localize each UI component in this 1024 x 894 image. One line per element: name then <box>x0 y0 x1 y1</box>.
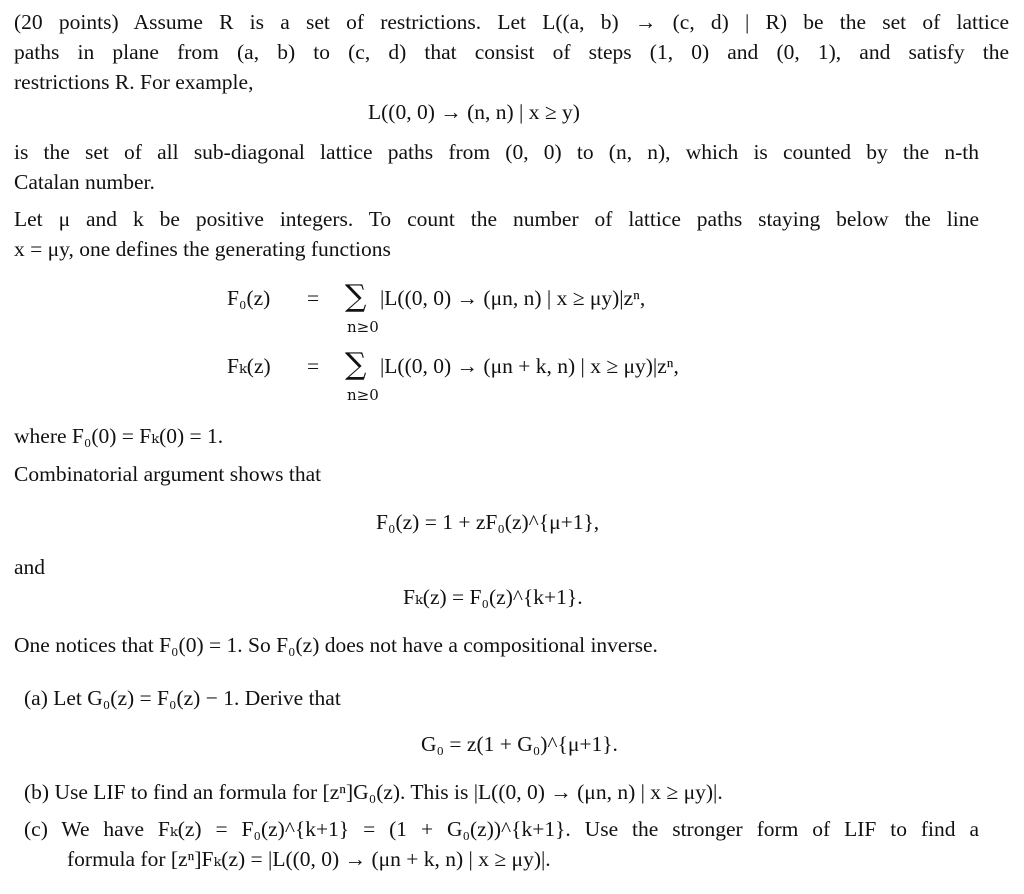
define-line-2: x = μy, one defines the generating functions <box>14 237 391 261</box>
part-c-line-1: (c) We have Fₖ(z) = F₀(z)^{k+1} = (1 + G₀(z))^{k+1}. Use the stronger form of LIF to find a <box>24 817 979 841</box>
intro-line-1: (20 points) Assume R is a set of restrictions. Let L((a, b) → (c, d) | R) be the set of lattice <box>14 10 1009 34</box>
where-line: where F₀(0) = Fₖ(0) = 1. <box>14 424 224 448</box>
part-a-equation: G₀ = z(1 + G₀)^{μ+1}. <box>421 732 618 756</box>
part-b-line: (b) Use LIF to find an formula for [zⁿ]G₀(z). This is |L((0, 0) → (μn, n) | x ≥ μy)|. <box>24 780 723 804</box>
part-a-line: (a) Let G₀(z) = F₀(z) − 1. Derive that <box>24 686 341 710</box>
f0-sum-symbol: ∑ <box>345 279 367 314</box>
fk-sum-index: n≥0 <box>347 386 379 404</box>
combinatorial-line: Combinatorial argument shows that <box>14 462 322 486</box>
fk-lhs: Fₖ(z) <box>227 354 271 378</box>
f0-rhs: |L((0, 0) → (μn, n) | x ≥ μy)|zⁿ, <box>380 286 646 310</box>
f0-lhs: F₀(z) <box>227 286 271 310</box>
f0-sum-index: n≥0 <box>347 318 379 336</box>
intro-line-2: paths in plane from (a, b) to (c, d) that consist of steps (1, 0) and (0, 1), and satisfy the <box>14 40 1009 64</box>
example-equation: L((0, 0) → (n, n) | x ≥ y) <box>368 100 580 124</box>
intro-line-3: restrictions R. For example, <box>14 70 254 94</box>
catalan-line-2: Catalan number. <box>14 170 155 194</box>
fk-equals: = <box>307 354 320 378</box>
fk-sum-symbol: ∑ <box>345 347 367 382</box>
power-equation: Fₖ(z) = F₀(z)^{k+1}. <box>403 585 583 609</box>
part-c-line-2: formula for [zⁿ]Fₖ(z) = |L((0, 0) → (μn + k, n) | x ≥ μy)|. <box>67 847 551 871</box>
and-line: and <box>14 555 46 579</box>
define-line-1: Let μ and k be positive integers. To count the number of lattice paths staying below the line <box>14 207 979 231</box>
fk-rhs: |L((0, 0) → (μn + k, n) | x ≥ μy)|zⁿ, <box>380 354 679 378</box>
f0-equals: = <box>307 286 320 310</box>
functional-equation: F₀(z) = 1 + zF₀(z)^{μ+1}, <box>376 510 600 534</box>
notice-line: One notices that F₀(0) = 1. So F₀(z) does not have a compositional inverse. <box>14 633 658 657</box>
catalan-line-1: is the set of all sub-diagonal lattice paths from (0, 0) to (n, n), which is counted by the n-th <box>14 140 979 164</box>
